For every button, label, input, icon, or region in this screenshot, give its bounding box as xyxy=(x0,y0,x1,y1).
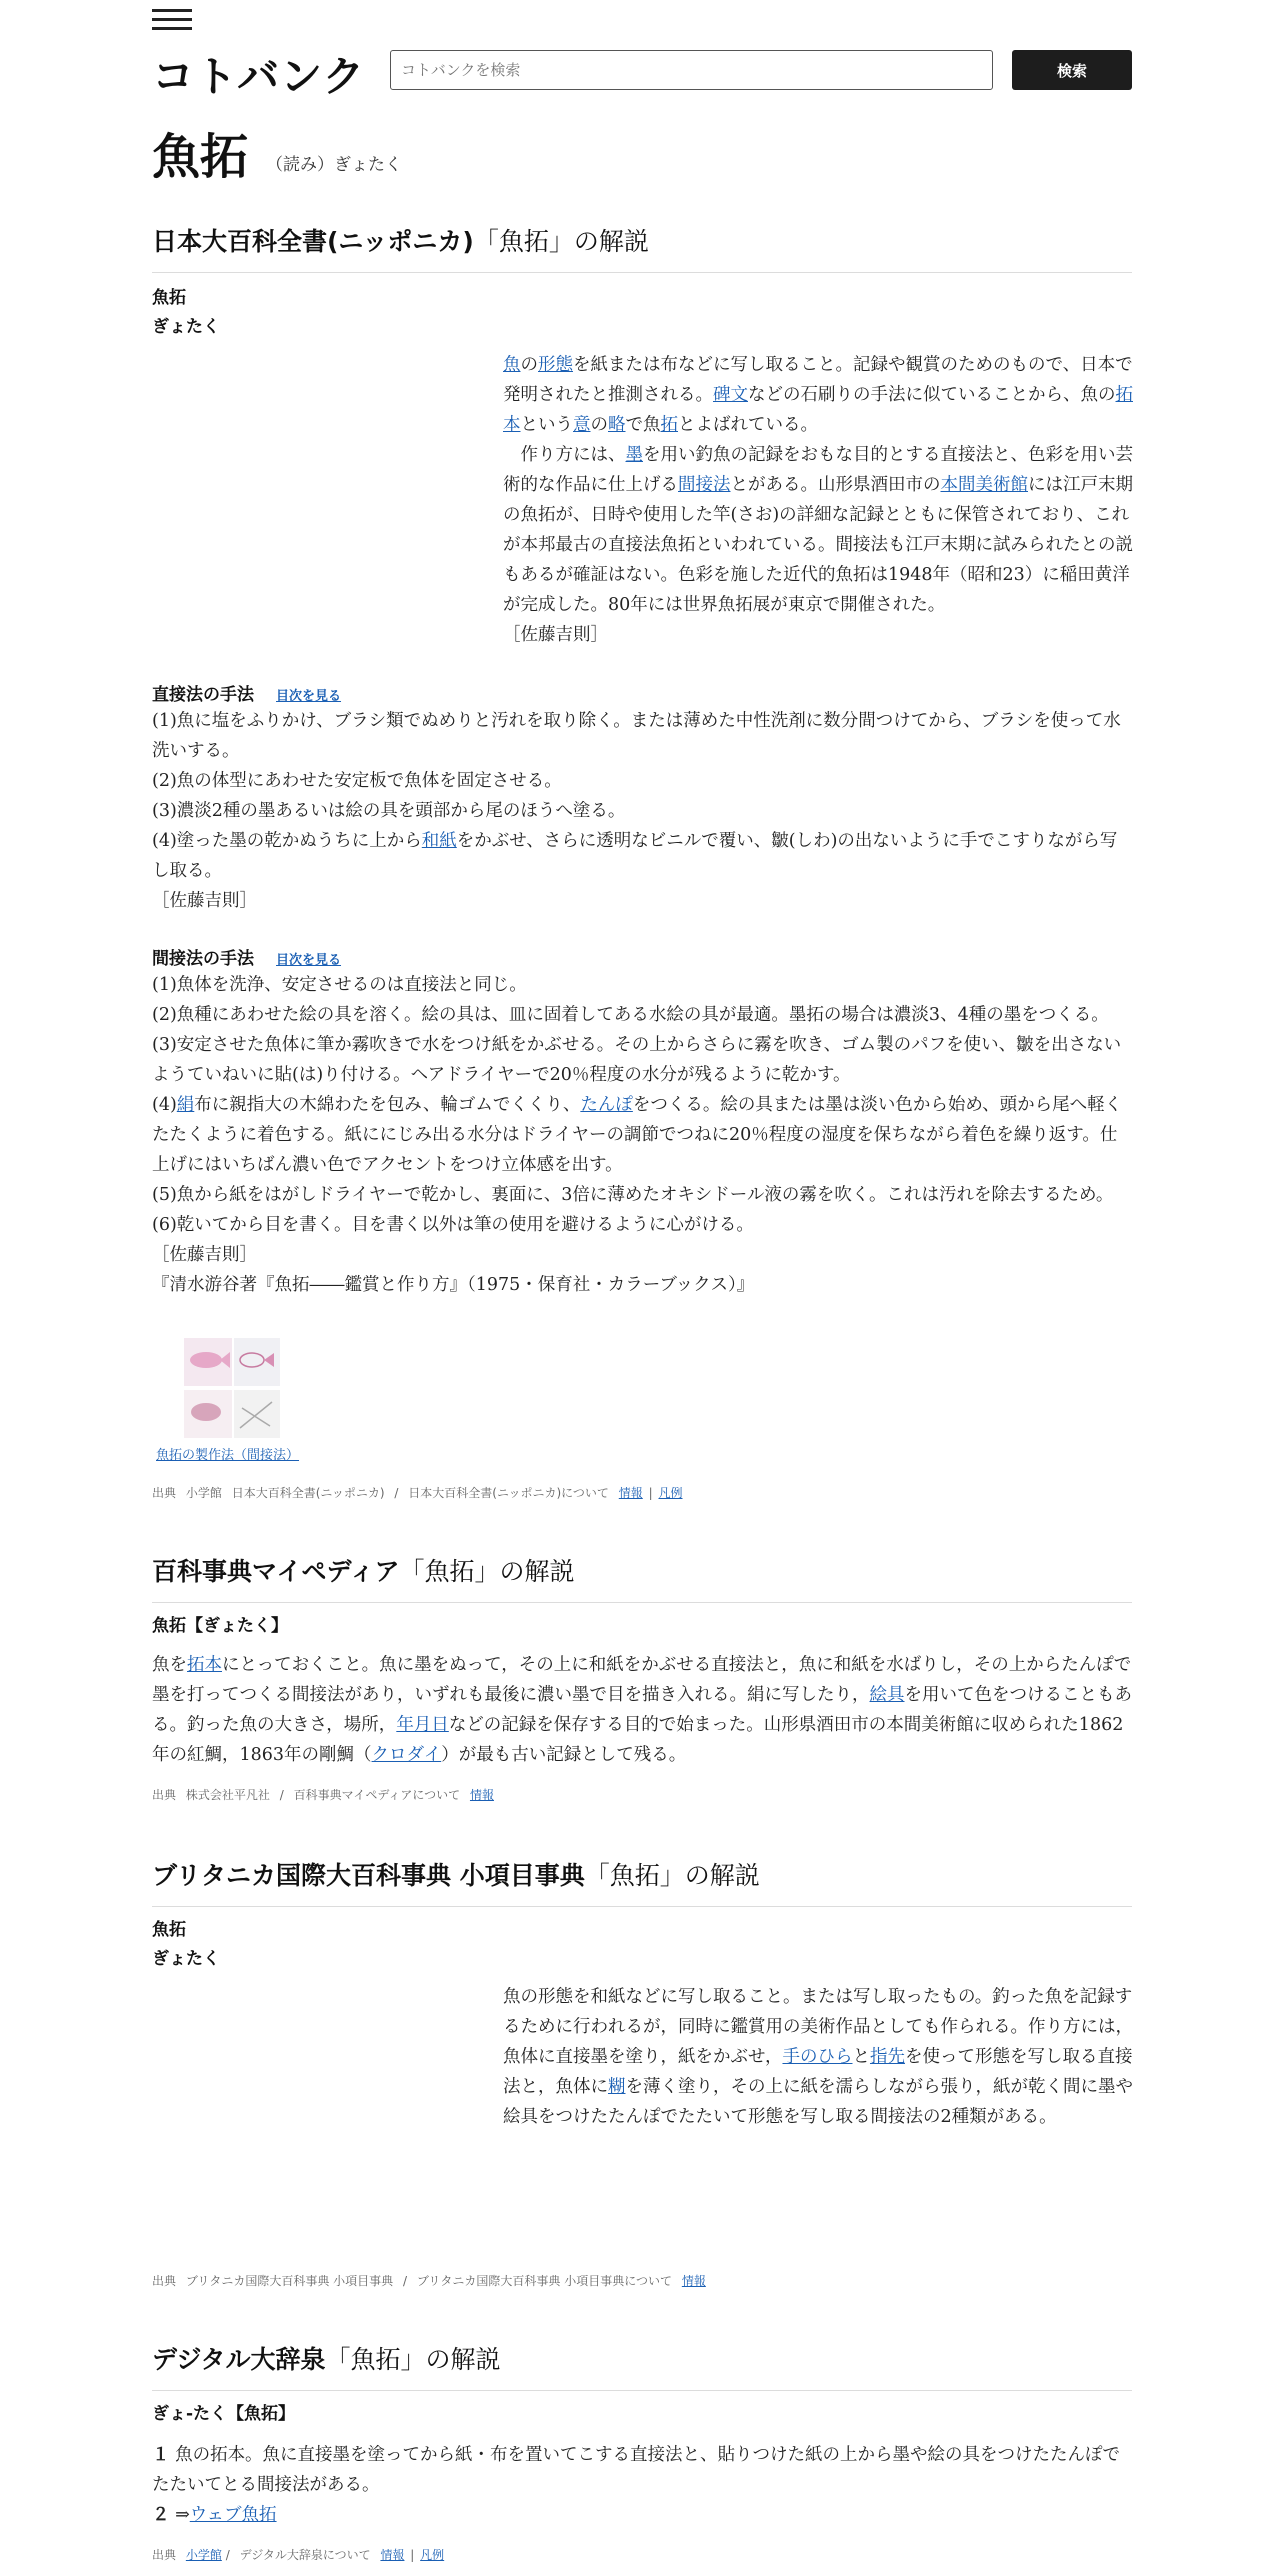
section-title-suffix: 「魚拓」の解説 xyxy=(584,1861,760,1890)
link-kansetsuho[interactable]: 間接法 xyxy=(678,475,731,495)
link-washi[interactable]: 和紙 xyxy=(421,831,457,851)
source-separator: / xyxy=(225,2548,230,2562)
entry-word-kanji: 魚拓 xyxy=(152,288,186,308)
daijisen-def-1: １ 魚の拓本。魚に直接墨を塗ってから紙・布を置いてこする直接法と、貼りつけた紙の上から墨や絵の具をつけたたんぽでたたいてとる間接法がある。 xyxy=(152,2445,1121,2495)
section-title-nipponica xyxy=(152,222,1132,273)
daijisen-def-2: ２ ⇒ウェブ魚拓 xyxy=(152,2505,277,2525)
source-info-link[interactable]: 情報 xyxy=(618,1486,643,1500)
figure-caption-link[interactable]: 魚拓の製作法（間接法） xyxy=(156,1448,300,1463)
link-takuhon-2[interactable]: 拓本 xyxy=(187,1655,222,1675)
section-title-mypedia xyxy=(152,1552,1132,1603)
link-honma[interactable]: 本間美術館 xyxy=(940,475,1028,495)
link-tenohira[interactable]: 手のひら xyxy=(782,2047,853,2067)
source-book: 日本大百科全書(ニッポニカ) xyxy=(231,1486,385,1500)
mypedia-body: 魚を拓本にとっておくこと。魚に墨をぬって，その上に和紙をかぶせる直接法と，魚に和紙を水ばりし，その上からたんぽで墨を打ってつくる間接法があり，いずれも最後に濃い墨で目を描き入れる。絹に写したり，絵具を用いて色をつけることもある。釣った魚の大きさ，場所，年月日などの記録を保存する目的で始まった。山形県酒田市の本間美術館に収められた1862年の紅鯛，1863年の剛鯛（クロダイ）が最も古い記録として残る。 xyxy=(152,1655,1132,1765)
source-label: 出典 xyxy=(152,1486,177,1500)
source-divider: | xyxy=(648,1486,653,1500)
source-separator: / xyxy=(394,1486,399,1500)
heading-indirect-method xyxy=(152,944,341,969)
entry-word-kana: ぎょたく xyxy=(152,317,220,337)
site-logo[interactable]: コトバンク xyxy=(152,52,366,101)
direct-method-steps: (1)魚に塩をふりかけ、ブラシ類でぬめりと汚れを取り除く。または薄めた中性洗剤に数分間つけてから、ブラシを使って水洗いする。 (2)魚の体型にあわせた安定板で魚体を固定させる。 (3)濃淡2種の墨あるいは絵の具を頭部から尾のほうへ塗る。 (4)塗った墨の乾かぬうちに上から和紙をかぶせ、さらに透明なビニルで覆い、皺(しわ)の出ないように手でこすりながら写し取る。 ［佐藤吉則］ xyxy=(152,711,1121,911)
link-yubisaki[interactable]: 指先 xyxy=(869,2047,905,2067)
link-enogu[interactable]: 絵具 xyxy=(869,1685,905,1705)
entry-word-kanji: 魚拓 xyxy=(152,1920,186,1940)
section-source-name: 日本大百科全書(ニッポニカ) xyxy=(152,227,474,256)
menu-icon[interactable] xyxy=(152,9,192,31)
source-publisher: 株式会社平凡社 xyxy=(185,1788,270,1802)
link-nengappi[interactable]: 年月日 xyxy=(396,1715,449,1735)
search-input[interactable] xyxy=(390,50,993,90)
indirect-method-steps: (1)魚体を洗浄、安定させるのは直接法と同じ。 (2)魚種にあわせた絵の具を溶く。絵の具は、皿に固着してある水絵の具が最適。墨拓の場合は濃淡3、4種の墨をつくる。 (3)安定させた魚体に筆か霧吹きで水をつけ紙をかぶせる。その上からさらに霧を吹き、ゴム製のパフを使い、皺を出さないようていねいに貼(は)り付ける。ヘアドライヤーで20％程度の水分が残るように乾かす。 (4)絹布に親指大の木綿わたを包み、輪ゴムでくくり、たんぽをつくる。絵の具または墨は淡い色から始め、頭から尾へ軽くたたくように着色する。紙ににじみ出る水分はドライヤーの調節でつねに20％程度の湿度を保ちながら着色を繰り返す。仕上げにはいちばん濃い色でアクセントをつけ立体感を出す。 (5)魚から紙をはがしドライヤーで乾かし、裏面に、3倍に薄めたオキシドール液の霧を吹く。これは汚れを除去するため。 (6)乾いてから目を書く。目を書く以外は筆の使用を避けるように心がける。 ［佐藤吉則］ 『清水游谷著『魚拓――鑑賞と作り方』（1975・保育社・カラーブックス）』 xyxy=(152,975,1123,1295)
source-about: ブリタニカ国際大百科事典 小項目事典について xyxy=(416,2274,672,2288)
source-separator: / xyxy=(403,2274,408,2288)
link-web-gyotaku[interactable]: ウェブ魚拓 xyxy=(189,2505,277,2525)
link-keitai[interactable]: 形態 xyxy=(538,355,573,375)
source-about: デジタル大辞泉について xyxy=(239,2548,371,2562)
section-title-daijisen xyxy=(152,2340,1132,2391)
page-title: 魚拓 xyxy=(152,129,249,185)
source-info-link[interactable]: 情報 xyxy=(681,2274,706,2288)
link-ryaku[interactable]: 略 xyxy=(608,415,626,435)
source-label: 出典 xyxy=(152,1788,177,1802)
link-tanpo[interactable]: たんぽ xyxy=(580,1095,633,1115)
section-source-name: デジタル大辞泉 xyxy=(152,2345,326,2374)
link-hibun[interactable]: 碑文 xyxy=(713,385,748,405)
search-button[interactable]: 検索 xyxy=(1012,50,1132,90)
entry-word: ぎょ‐たく【魚拓】 xyxy=(152,2404,296,2424)
nipponica-intro: 魚の形態を紙または布などに写し取ること。記録や観賞のためのもので、日本で発明されたと推測される。碑文などの石刷りの手法に似ていることから、魚の拓本という意の略で魚拓とよばれている。 作り方には、墨を用い釣魚の記録をおもな目的とする直接法と、色彩を用い芸術的な作品に仕上げる間接法とがある。山形県酒田市の本間美術館には江戸末期の魚拓が、日時や使用した竿(さお)の詳細な記録とともに保管されており、これが本邦最古の直接法魚拓といわれている。間接法も江戸末期に試みられたとの説もあるが確証はない。色彩を施した近代的魚拓は1948年（昭和23）に稲田黄洋が完成した。80年には世界魚拓展が東京で開催された。 ［佐藤吉則］ xyxy=(503,355,1133,645)
source-mypedia xyxy=(152,1786,494,1803)
link-kinu[interactable]: 絹 xyxy=(176,1095,195,1115)
source-daijisen xyxy=(152,2546,444,2563)
source-separator: / xyxy=(279,1788,284,1802)
section-source-name: ブリタニカ国際大百科事典 小項目事典 xyxy=(152,1861,585,1890)
entry-word xyxy=(152,1916,220,1974)
source-about: 百科事典マイペディアについて xyxy=(293,1788,461,1802)
source-info-link[interactable]: 情報 xyxy=(469,1788,494,1802)
entry-word: 魚拓【ぎょたく】 xyxy=(152,1616,288,1636)
entry-word xyxy=(152,284,220,342)
source-publisher: ブリタニカ国際大百科事典 小項目事典 xyxy=(185,2274,394,2288)
section-title-britannica xyxy=(152,1856,1132,1907)
source-publisher: 小学館 xyxy=(185,1486,222,1500)
fish-print-thumbnail[interactable] xyxy=(184,1338,280,1438)
section-source-name: 百科事典マイペディア xyxy=(152,1557,400,1586)
link-kurodai[interactable]: クロダイ xyxy=(371,1745,442,1765)
section-title-suffix: 「魚拓」の解説 xyxy=(473,227,649,256)
source-label: 出典 xyxy=(152,2548,177,2562)
section-title-suffix: 「魚拓」の解説 xyxy=(399,1557,575,1586)
source-nipponica xyxy=(152,1484,683,1501)
toc-link-indirect[interactable]: 目次を見る xyxy=(276,953,342,968)
link-sakana[interactable]: 魚 xyxy=(503,355,521,375)
source-divider: | xyxy=(410,2548,415,2562)
section-title-suffix: 「魚拓」の解説 xyxy=(325,2345,501,2374)
source-hanrei-link[interactable]: 凡例 xyxy=(420,2548,445,2562)
link-taku[interactable]: 拓 xyxy=(660,415,678,435)
source-hanrei-link[interactable]: 凡例 xyxy=(658,1486,683,1500)
source-label: 出典 xyxy=(152,2274,177,2288)
source-publisher-link[interactable]: 小学館 xyxy=(185,2548,222,2562)
link-nori[interactable]: 糊 xyxy=(608,2077,626,2097)
heading-indirect-method-label: 間接法の手法 xyxy=(152,949,254,969)
link-sumi[interactable]: 墨 xyxy=(625,445,643,465)
heading-direct-method xyxy=(152,680,341,705)
britannica-body: 魚の形態を和紙などに写し取ること。または写し取ったもの。釣った魚を記録するために行われるが，同時に鑑賞用の美術作品としても作られる。作り方には，魚体に直接墨を塗り，紙をかぶせ，手のひらと指先を使って形態を写し取る直接法と，魚体に糊を薄く塗り，その上に紙を濡らしながら張り，紙が乾く間に墨や絵具をつけたたんぽでたたいて形態を写し取る間接法の2種類がある。 xyxy=(503,1987,1133,2127)
source-britannica xyxy=(152,2272,706,2289)
page-title-reading: （読み）ぎょたく xyxy=(266,155,402,175)
link-takuhon[interactable]: 拓本 xyxy=(503,385,1133,435)
entry-word-kana: ぎょたく xyxy=(152,1949,220,1969)
link-i[interactable]: 意 xyxy=(573,415,591,435)
source-about: 日本大百科全書(ニッポニカ)について xyxy=(408,1486,609,1500)
heading-direct-method-label: 直接法の手法 xyxy=(152,685,254,705)
toc-link-direct[interactable]: 目次を見る xyxy=(276,689,342,704)
source-info-link[interactable]: 情報 xyxy=(380,2548,405,2562)
